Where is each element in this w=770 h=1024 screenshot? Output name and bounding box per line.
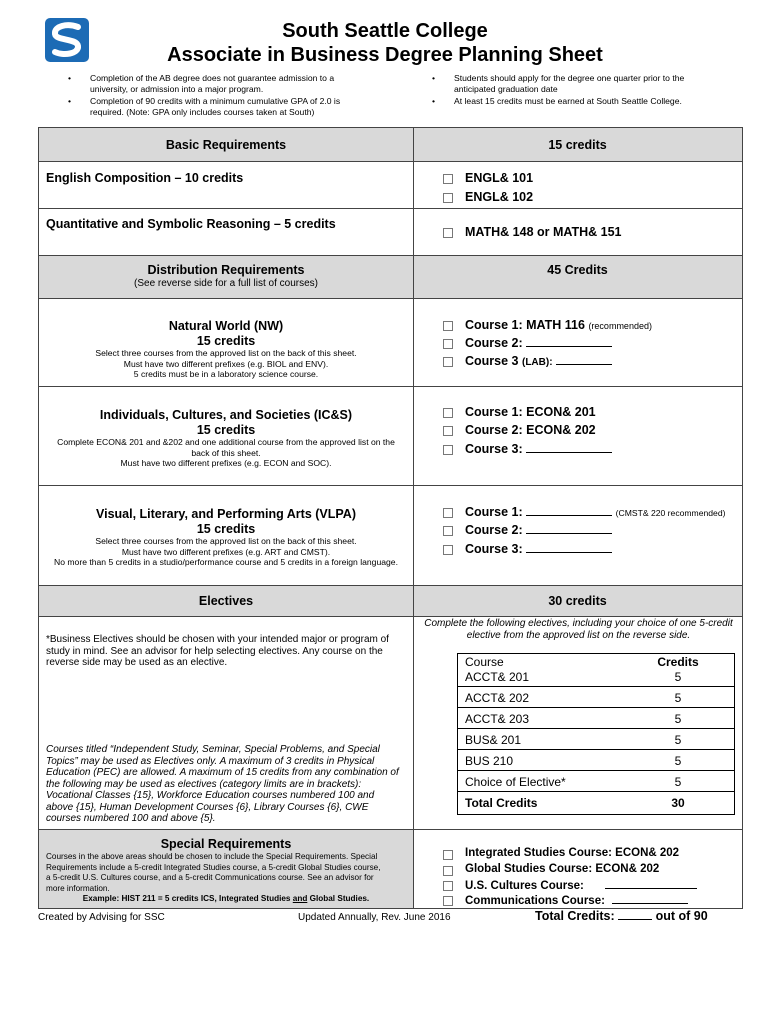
nw-course-1-label: Course 1: MATH 116 bbox=[465, 318, 585, 332]
communications-blank[interactable] bbox=[612, 893, 688, 904]
vlpa-course-2-blank[interactable] bbox=[526, 523, 612, 534]
vlpa-course-1-blank[interactable] bbox=[526, 505, 612, 516]
footer-total bbox=[535, 909, 708, 923]
note-right-1-line-2: anticipated graduation date bbox=[454, 84, 558, 94]
nw-desc-line-1: Select three courses from the approved list on the back of this sheet. bbox=[95, 348, 357, 358]
note-left-1-line-1: Completion of the AB degree does not guarantee admission to a bbox=[90, 73, 335, 83]
business-electives-note bbox=[46, 634, 408, 669]
vlpa-course-3 bbox=[465, 542, 612, 556]
row-credits: 5 bbox=[674, 691, 682, 705]
ics-description bbox=[39, 437, 413, 469]
note-right-1-line-1: Students should apply for the degree one quarter prior to the bbox=[454, 73, 685, 83]
vlpa-title: Visual, Literary, and Performing Arts (VLPA) bbox=[95, 507, 356, 521]
checkbox-ics-2[interactable] bbox=[443, 426, 453, 436]
header-credits: Credits bbox=[657, 655, 699, 669]
courses-note-line-1: Courses titled “Independent Study, Seminar, Special Problems, and Special bbox=[46, 744, 380, 755]
note-left-1: • Completion of the AB degree does not guarantee admission to a university, or admission into a major program. bbox=[90, 73, 390, 95]
vlpa-course-1 bbox=[465, 505, 745, 519]
footer-total-blank[interactable] bbox=[618, 909, 652, 920]
ics-desc-line-3: Must have two different prefixes (e.g. ECON and SOC). bbox=[120, 458, 332, 468]
note-left-1-line-2: university, or admission into a major program. bbox=[90, 84, 264, 94]
special-integrated: Integrated Studies Course: ECON& 202 bbox=[465, 847, 680, 859]
checkbox-vlpa-1[interactable] bbox=[443, 508, 453, 518]
ics-course-2: Course 2: ECON& 202 bbox=[465, 423, 596, 437]
ics-desc-line-2: back of this sheet. bbox=[191, 447, 261, 458]
courses-note-line-2: Topics” may be used as Electives only. A maximum of 3 credits in Physical bbox=[46, 755, 375, 767]
us-cultures-label: U.S. Cultures Course: bbox=[465, 880, 584, 892]
checkbox-nw-3[interactable] bbox=[443, 357, 453, 367]
course-math: MATH& 148 or MATH& 151 bbox=[465, 225, 622, 239]
nw-course-3 bbox=[465, 354, 612, 368]
ics-course-3-label: Course 3: bbox=[465, 442, 523, 456]
row-course: BUS 210 bbox=[465, 754, 514, 768]
vlpa-course-1-label: Course 1: bbox=[465, 505, 523, 519]
distribution-heading: Distribution Requirements bbox=[147, 263, 305, 277]
row-course: Choice of Elective* bbox=[465, 775, 566, 789]
checkbox-vlpa-2[interactable] bbox=[443, 526, 453, 536]
electives-heading: Electives bbox=[198, 594, 254, 608]
checkbox-engl102[interactable] bbox=[443, 193, 453, 203]
quant-label: Quantitative and Symbolic Reasoning – 5 credits bbox=[46, 217, 336, 231]
electives-table bbox=[457, 653, 735, 815]
checkbox-vlpa-3[interactable] bbox=[443, 545, 453, 555]
nw-course-1 bbox=[465, 318, 652, 332]
distribution-credits: 45 Credits bbox=[547, 263, 608, 277]
nw-course-3-label: Course 3 bbox=[465, 354, 519, 368]
instruction-line-2: elective from the approved list on the reverse side. bbox=[466, 629, 691, 641]
row-course: ACCT& 203 bbox=[465, 712, 530, 726]
nw-course-2 bbox=[465, 336, 612, 350]
course-engl101: ENGL& 101 bbox=[465, 171, 534, 185]
vlpa-course-3-label: Course 3: bbox=[465, 542, 523, 556]
example-suffix: Global Studies. bbox=[309, 894, 370, 903]
header-course: Course bbox=[465, 655, 504, 669]
total-label: Total Credits bbox=[465, 796, 538, 810]
total-value: 30 bbox=[671, 796, 685, 810]
checkbox-ics-1[interactable] bbox=[443, 408, 453, 418]
nw-desc-line-2: Must have two different prefixes (e.g. BIOL and ENV). bbox=[123, 358, 329, 369]
nw-course-1-note: (recommended) bbox=[588, 321, 652, 331]
vlpa-desc-line-1: Select three courses from the approved list on the back of this sheet. bbox=[95, 536, 357, 546]
special-desc-line-3: a 5-credit U.S. Cultures course, and a 5-credit Communications course. See an advisor for bbox=[46, 873, 374, 882]
footer-updated: Updated Annually, Rev. June 2016 bbox=[298, 912, 451, 923]
footer-total-label: Total Credits: bbox=[535, 909, 615, 923]
communications-label: Communications Course: bbox=[465, 895, 605, 907]
vlpa-desc-line-3: No more than 5 credits in a studio/performance course and 5 credits in a foreign language. bbox=[54, 557, 398, 567]
special-desc-line-1: Courses in the above areas should be chosen to include the Special Requirements. Special bbox=[46, 852, 378, 861]
nw-desc-line-3: 5 credits must be in a laboratory science course. bbox=[133, 369, 319, 379]
footer-total-suffix: out of 90 bbox=[655, 909, 708, 923]
row-course: ACCT& 202 bbox=[465, 691, 530, 705]
row-credits: 5 bbox=[674, 754, 682, 768]
courses-note-line-3: Education (PEC) are allowed. A maximum of 15 credits from any combination of bbox=[46, 767, 399, 778]
courses-note-line-5: Vocational Classes {15}, Workforce Education courses numbered 100 and bbox=[46, 790, 375, 801]
vlpa-course-2-label: Course 2: bbox=[465, 523, 523, 537]
courses-note-line-6: above {15}, Human Development Courses {6}, Library Courses {6}, CWE bbox=[46, 801, 369, 813]
footer-created: Created by Advising for SSC bbox=[38, 912, 165, 923]
note-left-2-line-2: required. (Note: GPA only includes courses taken at South) bbox=[90, 107, 315, 117]
row-credits: 5 bbox=[674, 775, 682, 789]
ics-credits: 15 credits bbox=[196, 423, 256, 437]
special-us-cultures bbox=[465, 878, 697, 892]
special-communications bbox=[465, 893, 688, 907]
vlpa-description bbox=[39, 536, 413, 568]
vlpa-credits: 15 credits bbox=[196, 522, 256, 536]
special-desc-line-4: more information. bbox=[46, 883, 110, 893]
business-note-line-1: *Business Electives should be chosen with your intended major or program of bbox=[46, 634, 389, 645]
ics-course-3-blank[interactable] bbox=[526, 442, 612, 453]
checkbox-nw-2[interactable] bbox=[443, 339, 453, 349]
row-credits: 5 bbox=[674, 712, 682, 726]
note-left-2-line-1: Completion of 90 credits with a minimum cumulative GPA of 2.0 is bbox=[90, 96, 341, 106]
nw-description bbox=[39, 348, 413, 380]
example-prefix: Example: HIST 211 = 5 credits ICS, Integrated Studies bbox=[82, 894, 291, 903]
special-desc-line-2: Requirements include a 5-credit Integrated Studies course, a 5-credit Global Studies course, bbox=[46, 862, 381, 872]
electives-credits: 30 credits bbox=[548, 594, 607, 608]
vlpa-course-2 bbox=[465, 523, 612, 537]
note-right-2-line-1: At least 15 credits must be earned at South Seattle College. bbox=[454, 96, 682, 106]
checkbox-ics-3[interactable] bbox=[443, 445, 453, 455]
instruction-line-1: Complete the following electives, including your choice of one 5-credit bbox=[424, 618, 733, 629]
note-right-2: • At least 15 credits must be earned at South Seattle College. bbox=[454, 96, 744, 107]
special-global: Global Studies Course: ECON& 202 bbox=[465, 863, 660, 875]
business-note-line-2: study in mind. See an advisor for help selecting electives. Any course on the bbox=[46, 645, 383, 657]
english-label: English Composition – 10 credits bbox=[46, 171, 244, 185]
basic-heading: Basic Requirements bbox=[165, 138, 287, 152]
college-name: South Seattle College bbox=[282, 20, 488, 42]
special-description bbox=[46, 852, 411, 894]
vlpa-course-1-note: (CMST& 220 recommended) bbox=[615, 508, 726, 518]
business-note-line-3: reverse side may be used as an elective. bbox=[46, 657, 228, 668]
checkbox-nw-1[interactable] bbox=[443, 321, 453, 331]
courses-note-line-7: courses numbered 100 and above {5}. bbox=[46, 813, 216, 824]
checkbox-communications[interactable] bbox=[443, 896, 453, 906]
electives-instruction bbox=[415, 618, 742, 641]
nw-course-3-lab: (LAB): bbox=[521, 357, 553, 368]
courses-note-line-4: the following may be used as electives (category limits are in brackets): bbox=[46, 778, 362, 790]
checkbox-integrated[interactable] bbox=[443, 850, 453, 860]
row-credits: 5 bbox=[674, 670, 682, 684]
checkbox-math[interactable] bbox=[443, 228, 453, 238]
note-left-2: • Completion of 90 credits with a minimum cumulative GPA of 2.0 is required. (Note: GPA only includes courses taken at South) bbox=[90, 96, 390, 118]
vlpa-course-3-blank[interactable] bbox=[526, 542, 612, 553]
ics-desc-line-1: Complete ECON& 201 and &202 and one additional course from the approved list on the bbox=[57, 437, 395, 447]
note-right-1: • Students should apply for the degree one quarter prior to the anticipated graduation date bbox=[454, 73, 744, 95]
row-credits: 5 bbox=[674, 733, 682, 747]
nw-course-3-blank[interactable] bbox=[556, 354, 612, 365]
special-example bbox=[39, 894, 413, 903]
checkbox-us-cultures[interactable] bbox=[443, 881, 453, 891]
special-heading: Special Requirements bbox=[160, 837, 292, 851]
ics-title: Individuals, Cultures, and Societies (IC&S) bbox=[99, 408, 353, 422]
us-cultures-blank[interactable] bbox=[605, 878, 697, 889]
nw-course-2-label: Course 2: bbox=[465, 336, 523, 350]
vlpa-desc-line-2: Must have two different prefixes (e.g. ART and CMST). bbox=[121, 546, 331, 557]
example-and: and bbox=[292, 894, 308, 903]
course-engl102: ENGL& 102 bbox=[465, 190, 534, 204]
page-title: Associate in Business Degree Planning Sheet bbox=[167, 44, 603, 66]
checkbox-global[interactable] bbox=[443, 866, 453, 876]
nw-credits: 15 credits bbox=[196, 334, 256, 348]
distribution-subheading: (See reverse side for a full list of courses) bbox=[134, 278, 318, 289]
basic-credits: 15 credits bbox=[548, 138, 607, 152]
ics-course-1: Course 1: ECON& 201 bbox=[465, 405, 596, 419]
row-course: ACCT& 201 bbox=[465, 670, 530, 684]
courses-titled-note bbox=[46, 744, 411, 825]
ics-course-3 bbox=[465, 442, 612, 456]
nw-title: Natural World (NW) bbox=[168, 319, 284, 333]
nw-course-2-blank[interactable] bbox=[526, 336, 612, 347]
checkbox-engl101[interactable] bbox=[443, 174, 453, 184]
row-course: BUS& 201 bbox=[465, 733, 522, 747]
